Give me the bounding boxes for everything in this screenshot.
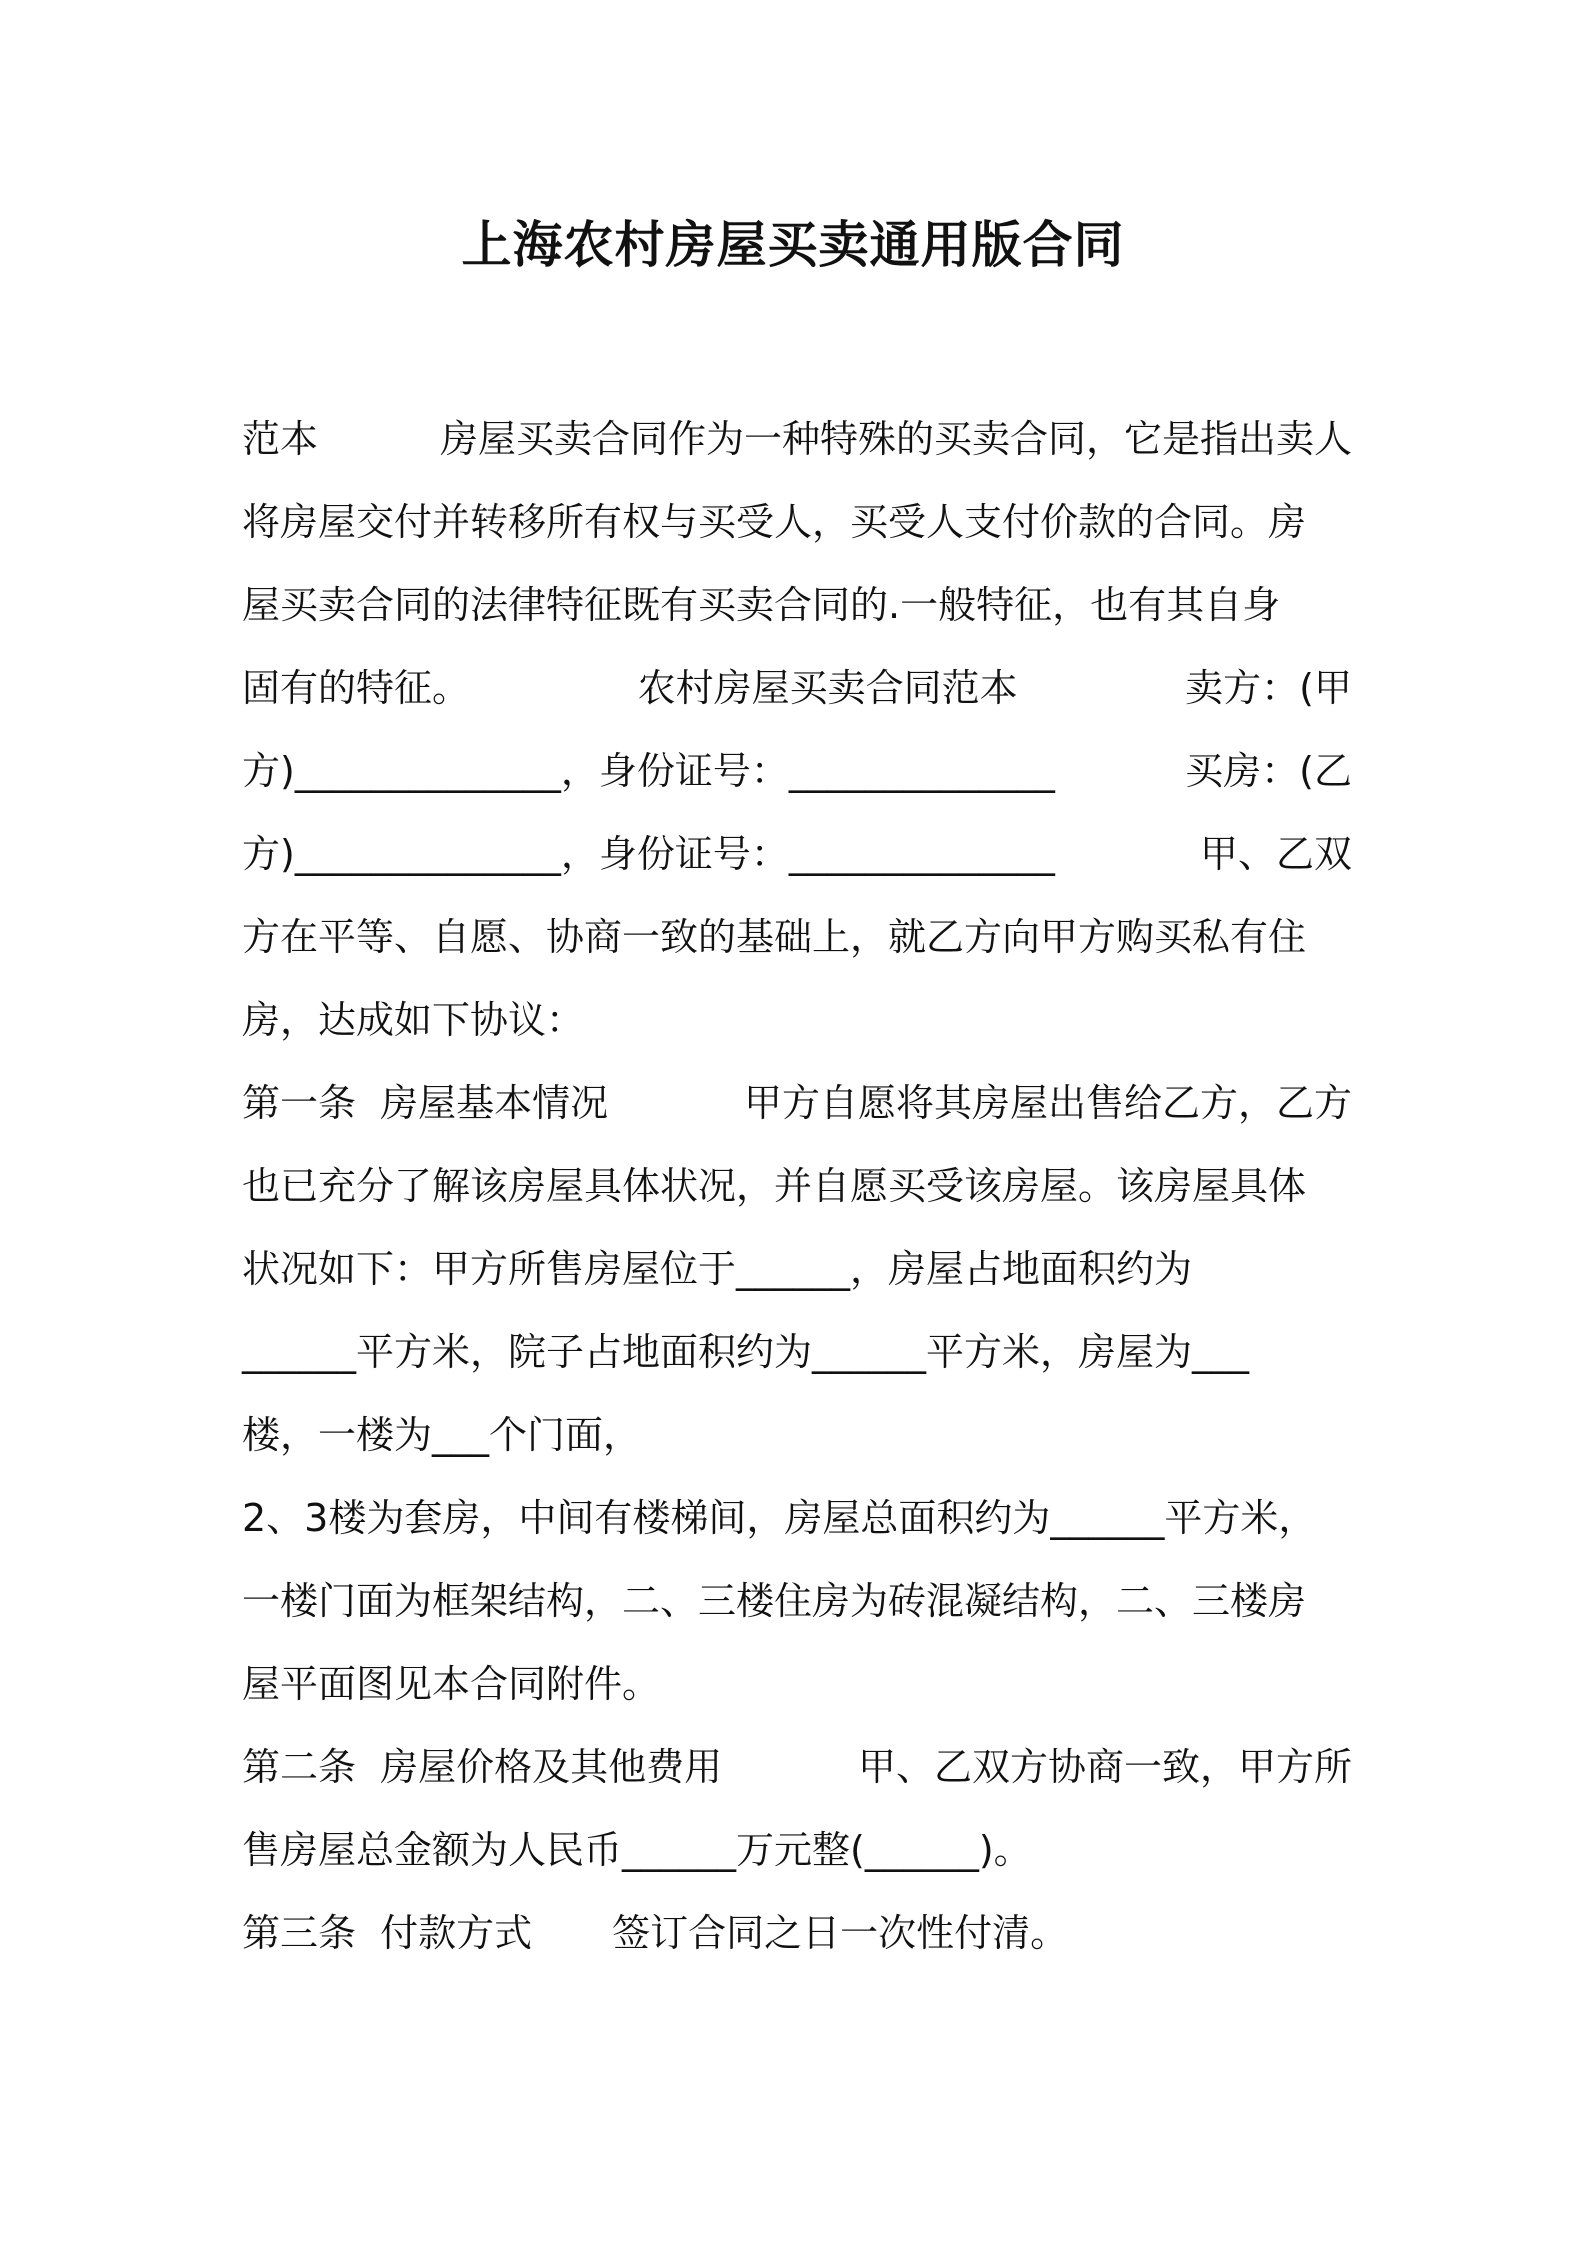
document-line xyxy=(242,979,1352,1062)
text-segment: 签订合同之日一次性付清。 xyxy=(612,1911,1069,1955)
document-line xyxy=(242,564,1352,647)
text-segment: 方)______________，身份证号：______________ xyxy=(242,749,1055,793)
text-segment: 2、3楼为套房，中间有楼梯间，房屋总面积约为______平方米， xyxy=(242,1496,1317,1540)
document-line xyxy=(242,1726,1352,1809)
document-line xyxy=(242,481,1352,564)
text-segment: 第一条 房屋基本情况 xyxy=(242,1081,609,1125)
text-segment: 卖方：(甲 xyxy=(1185,666,1352,710)
text-segment: 第三条 付款方式 xyxy=(242,1911,533,1955)
text-segment: 固有的特征。 xyxy=(242,666,471,710)
text-segment: 楼，一楼为___个门面， xyxy=(242,1413,642,1457)
document-title: 上海农村房屋买卖通用版合同 xyxy=(461,216,1125,274)
document-line xyxy=(242,896,1352,979)
text-segment: 甲、乙双方协商一致，甲方所 xyxy=(857,1745,1352,1789)
text-segment: 范本 xyxy=(242,417,319,461)
document-line xyxy=(242,1228,1352,1311)
document-line xyxy=(242,1311,1352,1394)
document-line xyxy=(242,1477,1352,1560)
document-line xyxy=(242,1892,1352,1975)
text-segment: ______平方米，院子占地面积约为______平方米，房屋为___ xyxy=(242,1330,1250,1374)
document-line xyxy=(242,398,1352,481)
text-segment: 买房：(乙 xyxy=(1185,749,1352,793)
document-line xyxy=(242,730,1352,813)
document-line xyxy=(242,1062,1352,1145)
document-line xyxy=(242,813,1352,896)
text-segment: 屋平面图见本合同附件。 xyxy=(242,1662,661,1706)
text-segment: 甲方自愿将其房屋出售给乙方，乙方 xyxy=(743,1081,1352,1125)
text-segment: 屋买卖合同的法律特征既有买卖合同的.一般特征，也有其自身 xyxy=(242,583,1281,627)
document-line xyxy=(242,1145,1352,1228)
document-line xyxy=(242,647,1352,730)
text-segment: 房屋买卖合同作为一种特殊的买卖合同，它是指出卖人 xyxy=(439,417,1352,461)
text-segment: 售房屋总金额为人民币______万元整(______)。 xyxy=(242,1828,1032,1872)
text-segment: 第二条 房屋价格及其他费用 xyxy=(242,1745,723,1789)
text-segment: 状况如下：甲方所售房屋位于______，房屋占地面积约为 xyxy=(242,1247,1193,1291)
text-segment: 一楼门面为框架结构，二、三楼住房为砖混凝结构，二、三楼房 xyxy=(242,1579,1307,1623)
text-segment: 甲、乙双 xyxy=(1199,832,1352,876)
text-segment: 方)______________，身份证号：______________ xyxy=(242,832,1055,876)
document-body xyxy=(242,398,1352,1975)
text-segment: 将房屋交付并转移所有权与买受人，买受人支付价款的合同。房 xyxy=(242,500,1307,544)
document-line xyxy=(242,1809,1352,1892)
text-segment: 也已充分了解该房屋具体状况，并自愿买受该房屋。该房屋具体 xyxy=(242,1164,1307,1208)
document-line xyxy=(242,1643,1352,1726)
text-segment: 方在平等、自愿、协商一致的基础上，就乙方向甲方购买私有住 xyxy=(242,915,1307,959)
text-segment: 农村房屋买卖合同范本 xyxy=(637,666,1018,710)
document-line xyxy=(242,1560,1352,1643)
document-line xyxy=(242,1394,1352,1477)
text-segment: 房，达成如下协议： xyxy=(242,998,585,1042)
